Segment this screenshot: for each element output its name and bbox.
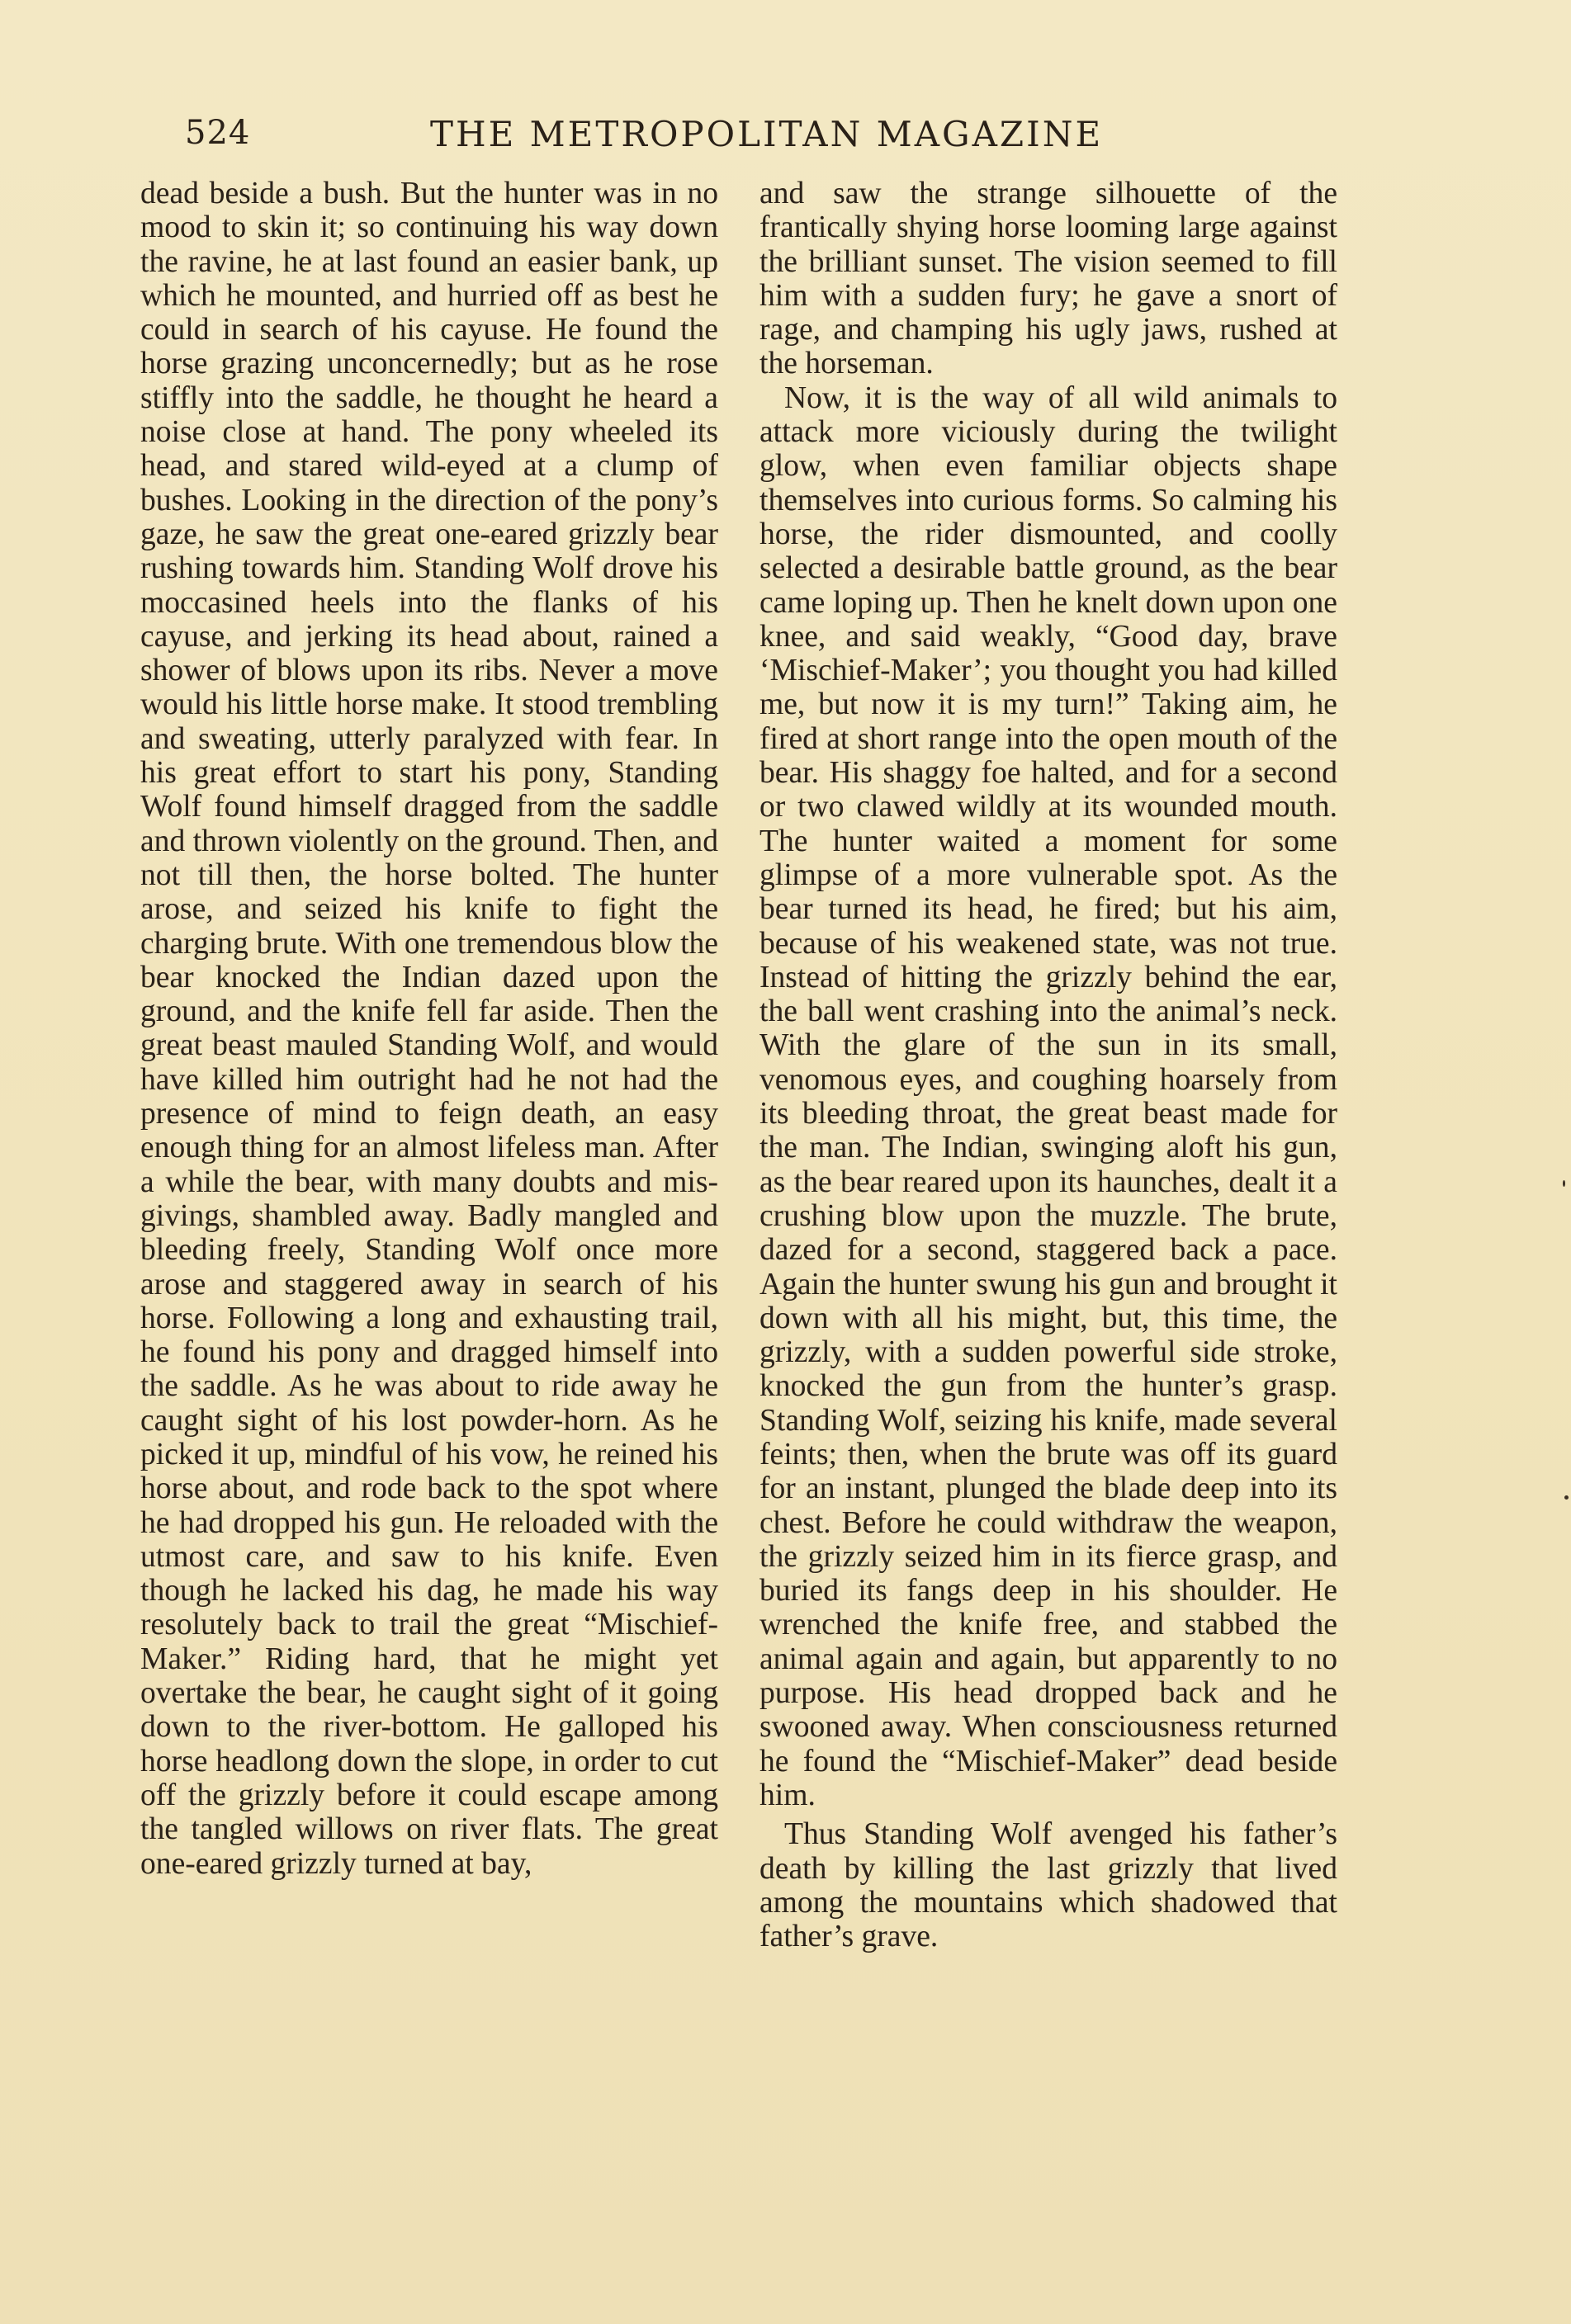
paper-speck xyxy=(1563,1180,1565,1187)
right-column xyxy=(759,177,1337,1953)
paper-speck xyxy=(1564,1495,1569,1500)
page-header xyxy=(147,114,1423,172)
page-number: 524 xyxy=(185,114,251,152)
left-paragraph-1: dead beside a bush. But the hunter was in no mood to skin it; so continuing his way down the ravine, he at last found an easier bank, up which he mounted, and hurried off as best he could in search of his cayuse. He found the horse grazing unconcernedly; but as he rose stiffly into the saddle, he thought he heard a noise close at hand. The pony wheeled its head, and stared wild-eyed at a clump of bushes. Looking in the direction of the pony’s gaze, he saw the great one-eared grizzly bear rushing towards him. Standing Wolf drove his moccasined heels into the flanks of his cayuse, and jerking its head about, rained a shower of blows upon its ribs. Never a move would his little horse make. It stood trembling and sweating, utterly paralyzed with fear. In his great effort to start his pony, Standing Wolf found himself dragged from the saddle and thrown violently on the ground. Then, and not till then, the horse bolted. The hunter arose, and seized his knife to fight the charging brute. With one tremendous blow the bear knocked the Indian dazed upon the ground, and the knife fell far aside. Then the great beast mauled Standing Wolf, and would have killed him outright had he not had the presence of mind to feign death, an easy enough thing for an almost lifeless man. After a while the bear, with many doubts and misgivings, shambled away. Badly mangled and bleeding freely, Standing Wolf once more arose and staggered away in search of his horse. Following a long and exhausting trail, he found his pony and dragged himself into the saddle. As he was about to ride away he caught sight of his lost powder-horn. As he picked it up, mindful of his vow, he reined his horse about, and rode back to the spot where he had dropped his gun. He reloaded with the utmost care, and saw to his knife. Even though he lacked his dag, he made his way resolutely back to trail the great “Mischief-Maker.” Riding hard, that he might yet overtake the bear, he caught sight of it going down to the river-bottom. He galloped his horse headlong down the slope, in order to cut off the grizzly before it could escape among the tangled willows on river flats. The great one-eared grizzly turned at bay, xyxy=(140,177,718,1881)
right-paragraph-1: and saw the strange silhouette of the frantically shying horse looming large against the brilliant sunset. The vision seemed to fill him with a sudden fury; he gave a snort of rage, and champing his ugly jaws, rushed at the horseman. xyxy=(759,177,1337,381)
left-column xyxy=(140,177,718,1881)
right-paragraph-2: Now, it is the way of all wild animals to attack more viciously during the twilight glow, when even familiar objects shape themselves into curious forms. So calming his horse, the rider dismounted, and coolly selected a desirable battle ground, as the bear came loping up. Then he knelt down upon one knee, and said weakly, “Good day, brave ‘Mischief-Maker’; you thought you had killed me, but now it is my turn!” Taking aim, he fired at short range into the open mouth of the bear. His shaggy foe halted, and for a second or two clawed wildly at its wounded mouth. The hunter waited a moment for some glimpse of a more vulnerable spot. As the bear turned its head, he fired; but his aim, because of his weakened state, was not true. Instead of hitting the grizzly behind the ear, the ball went crashing into the animal’s neck. With the glare of the sun in its small, venomous eyes, and coughing hoarsely from its bleeding throat, the great beast made for the man. The Indian, swinging aloft his gun, as the bear reared upon its haunches, dealt it a crushing blow upon the muzzle. The brute, dazed for a second, staggered back a pace. Again the hunter swung his gun and brought it down with all his might, but, this time, the grizzly, with a sudden powerful side stroke, knocked the gun from the hunter’s grasp. Standing Wolf, seizing his knife, made several feints; then, when the brute was off its guard for an instant, plunged the blade deep into its chest. Before he could withdraw the weapon, the grizzly seized him in its fierce grasp, and buried its fangs deep in his shoulder. He wrenched the knife free, and stabbed the animal again and again, but apparently to no purpose. His head dropped back and he swooned away. When consciousness returned he found the “Mischief-Maker” dead beside him. xyxy=(759,380,1337,1812)
running-title: THE METROPOLITAN MAGAZINE xyxy=(430,114,1104,154)
right-paragraph-3: Thus Standing Wolf avenged his father’s death by killing the last grizzly that lived among the mountains which shadowed that father’s grave. xyxy=(759,1817,1337,1954)
